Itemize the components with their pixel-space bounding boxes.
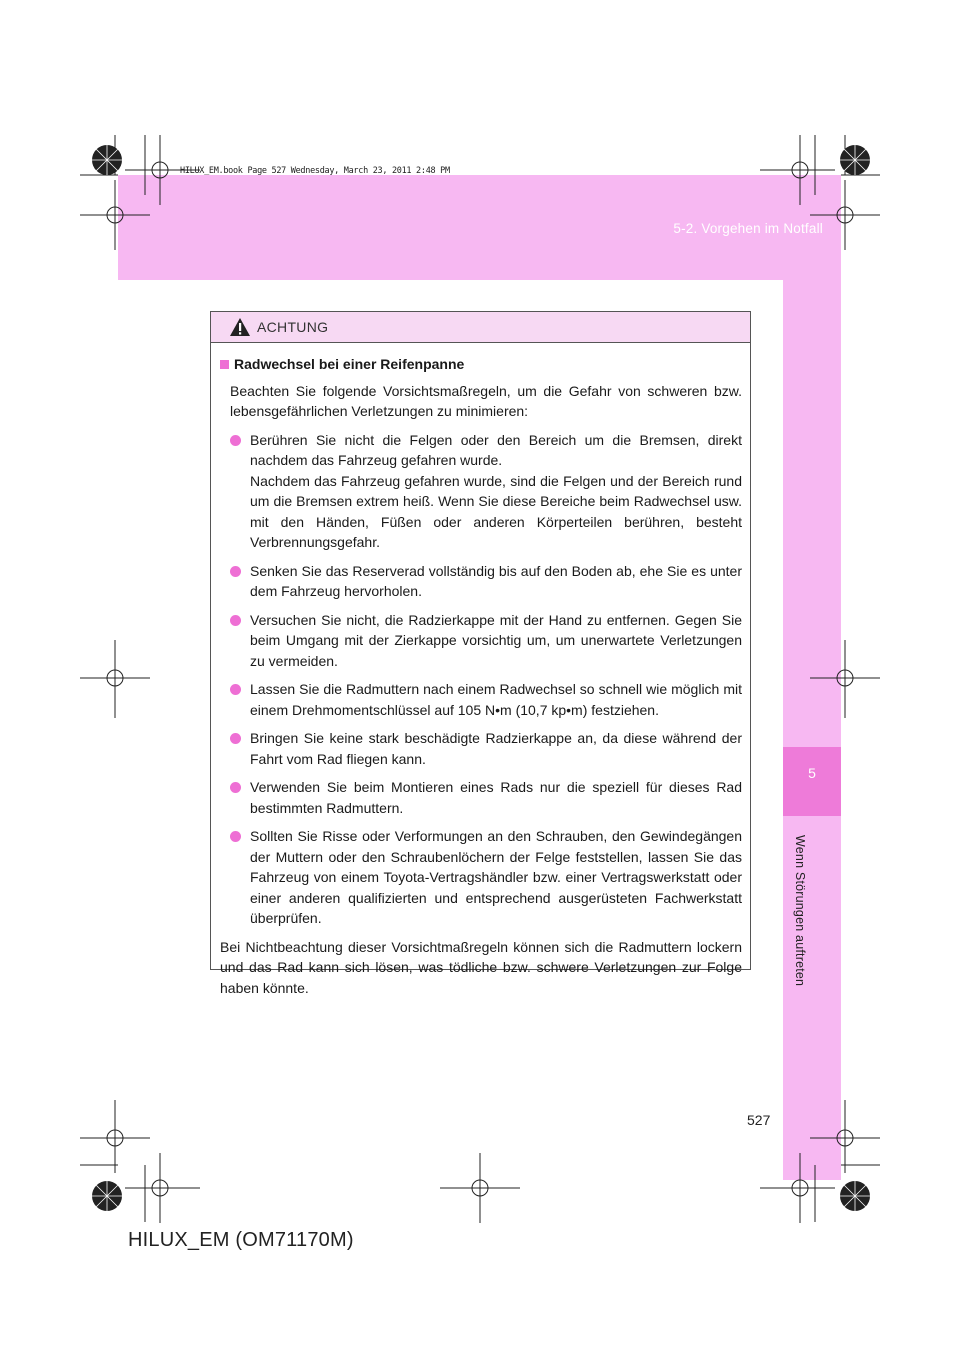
warning-box [210,311,751,996]
print-stamp: HILUX_EM.book Page 527 Wednesday, March 23, 2011 2:48 PM [180,166,450,176]
list-item-text: Bringen Sie keine stark beschädigte Radzierkappe an, da diese während der Fahrt vom Rad fliegen kann. [250,730,742,767]
circle-bullet-icon [230,615,241,626]
section-header: 5-2. Vorgehen im Notfall [673,221,823,236]
list-item [220,777,742,818]
warning-body [211,343,750,998]
list-item-text: Versuchen Sie nicht, die Radzierkappe mit der Hand zu entfernen. Gegen Sie beim Umgang mit der Zierkappe vorsichtig um, um unerwartete Verletzungen zu vermeiden. [250,611,742,669]
chapter-number-tab [783,747,841,816]
list-item [220,728,742,769]
list-item [220,610,742,672]
list-item-text: Sollten Sie Risse oder Verformungen an den Schrauben, den Gewindegängen der Muttern oder den Schraubenlöchern der Felge feststellen, lassen Sie das Fahrzeug von einem Toyota-Vertragshändler bzw. einer Vertragswerkstatt oder einer anderen qualifizierten und entsprechend ausgerüsteten Fachwerkstatt überprüfen. [250,828,742,926]
closing-paragraph: Bei Nichtbeachtung dieser Vorsichtmaßregeln können sich die Radmuttern lockern und das Rad kann sich lösen, was tödliche bzw. schwere Verletzungen zur Folge haben könnte. [220,938,742,996]
circle-bullet-icon [230,782,241,793]
circle-bullet-icon [230,566,241,577]
chapter-title: Wenn Störungen auftreten [793,835,807,987]
list-item [220,430,742,553]
circle-bullet-icon [230,684,241,695]
list-item-text: Lassen Sie die Radmuttern nach einem Radwechsel so schnell wie möglich mit einem Drehmomentschlüssel auf 105 N•m (10,7 kp•m) festziehen. [250,681,742,718]
page-number: 527 [747,1112,771,1128]
chapter-number: 5 [808,765,816,781]
list-item [220,826,742,929]
intro-paragraph: Beachten Sie folgende Vorsichtsmaßregeln, um die Gefahr von schweren bzw. lebensgefährlichen Verletzungen zu minimieren: [230,382,742,419]
list-item [220,561,742,602]
warning-title: ACHTUNG [257,319,329,335]
list-item-text: Nachdem das Fahrzeug gefahren wurde, sind die Felgen und der Bereich rund um die Bremsen extrem heiß. Wenn Sie diese Bereiche beim Radwechsel usw. mit den Händen, Füßen oder anderen Körperteilen berühren, besteht Verbrennungsgefahr. [250,472,742,550]
square-bullet-icon [220,360,229,369]
circle-bullet-icon [230,435,241,446]
list-item [220,679,742,720]
list-item-text: Verwenden Sie beim Montieren eines Rads nur die speziell für dieses Rad bestimmten Radmuttern. [250,779,742,816]
warning-triangle-icon [229,317,251,337]
header-band [118,175,841,280]
section-title [220,354,742,375]
chapter-side-tab [783,280,841,1180]
list-item-text: Senken Sie das Reserverad vollständig bis auf den Boden ab, ehe Sie es unter dem Fahrzeug hervorholen. [250,562,742,599]
warning-header [211,312,750,343]
circle-bullet-icon [230,831,241,842]
circle-bullet-icon [230,733,241,744]
section-title-text: Radwechsel bei einer Reifenpanne [234,356,465,372]
footer-model-code: HILUX_EM (OM71170M) [128,1229,354,1251]
list-item-text: Berühren Sie nicht die Felgen oder den Bereich um die Bremsen, direkt nachdem das Fahrzeug gefahren wurde. [250,431,742,468]
